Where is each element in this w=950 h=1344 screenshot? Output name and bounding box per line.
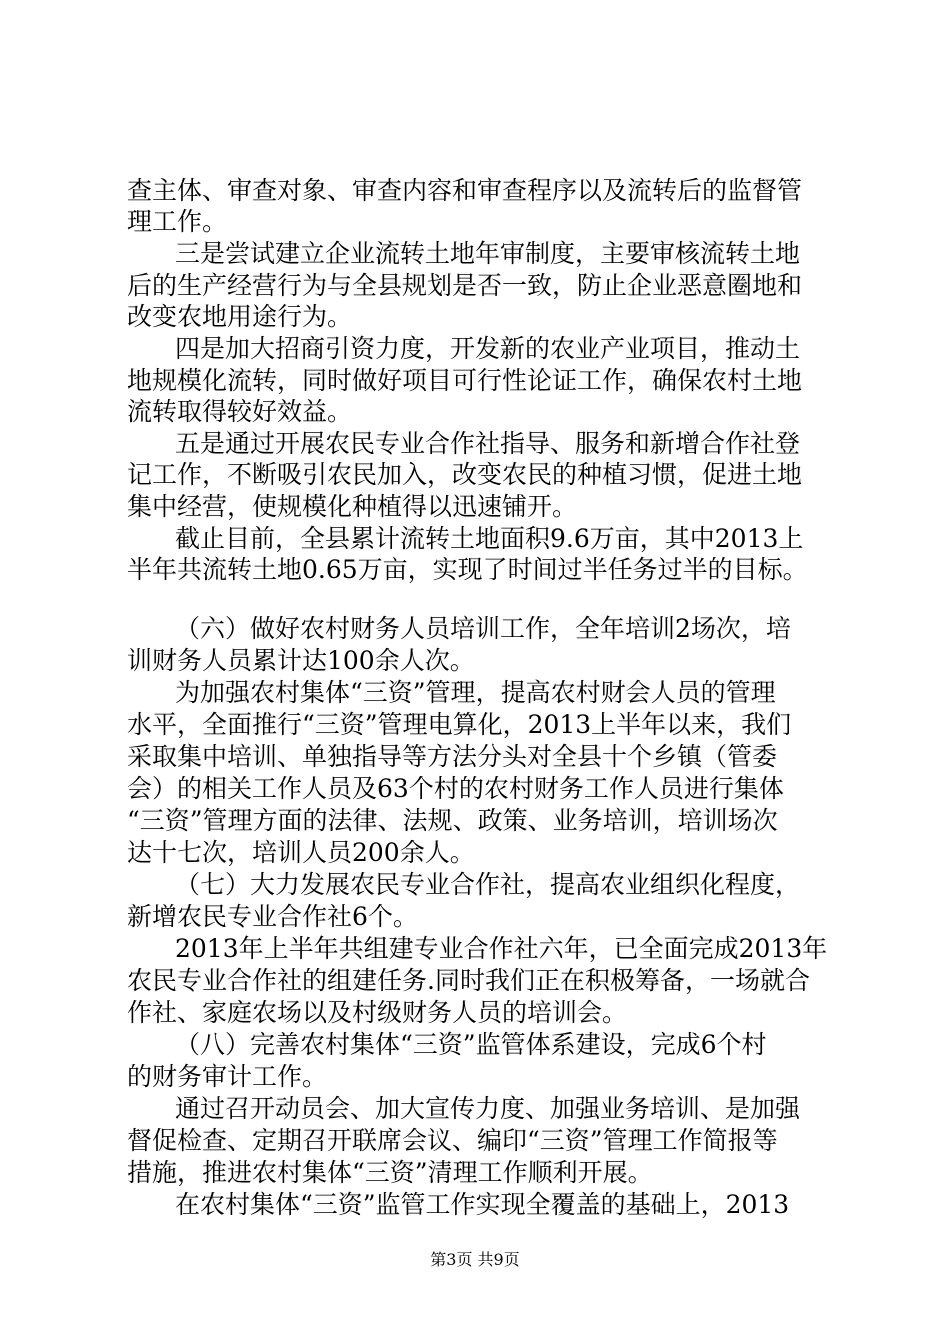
text-line: 训财务人员累计达100余人次。: [127, 646, 475, 675]
text-line: 水平，全面推行“三资”管理电算化，2013上半年以来，我们: [127, 710, 792, 739]
text-line: 措施，推进农村集体“三资”清理工作顺利开展。: [127, 1158, 653, 1187]
text-line: 农民专业合作社的组建任务.同时我们正在积极筹备，一场就合: [127, 966, 810, 995]
text-line: 四是加大招商引资力度，开发新的农业产业项目，推动土: [175, 334, 801, 363]
text-line: 半年共流转土地0.65万亩，实现了时间过半任务过半的目标。: [127, 555, 808, 584]
text-line: 在农村集体“三资”监管工作实现全覆盖的基础上，2013: [175, 1190, 790, 1219]
text-line: （八）完善农村集体“三资”监管体系建设，完成6个村: [175, 1030, 767, 1059]
text-line: 理工作。: [127, 207, 228, 236]
text-line: 为加强农村集体“三资”管理，提高农村财会人员的管理: [175, 678, 776, 707]
text-line: 督促检查、定期召开联席会议、编印“三资”管理工作简报等: [127, 1126, 778, 1155]
text-line: “三资”管理方面的法律、法规、政策、业务培训，培训场次: [127, 806, 778, 835]
text-line: 改变农地用途行为。: [127, 302, 353, 331]
text-line: 后的生产经营行为与全县规划是否一致，防止企业恶意圈地和: [127, 271, 803, 300]
text-line: （六）做好农村财务人员培训工作，全年培训2场次，培: [175, 614, 791, 643]
text-line: 2013年上半年共组建专业合作社六年，已全面完成2013年: [175, 934, 828, 963]
text-line: 流转取得较好效益。: [127, 397, 353, 426]
text-line: 通过召开动员会、加大宣传力度、加强业务培训、是加强: [175, 1094, 801, 1123]
text-line: 三是尝试建立企业流转土地年审制度，主要审核流转土地: [175, 239, 801, 268]
text-line: 达十七次，培训人员200余人。: [127, 838, 475, 867]
text-line: 采取集中培训、单独指导等方法分头对全县十个乡镇（管委: [127, 742, 778, 771]
page-number-footer: 第3页 共9页: [430, 1250, 520, 1269]
text-line: 集中经营，使规模化种植得以迅速铺开。: [127, 492, 578, 521]
text-line: 查主体、审查对象、审查内容和审查程序以及流转后的监督管: [127, 176, 803, 205]
text-line: 五是通过开展农民专业合作社指导、服务和新增合作社登: [175, 429, 801, 458]
text-line: 地规模化流转，同时做好项目可行性论证工作，确保农村土地: [127, 366, 803, 395]
text-line: 会）的相关工作人员及63个村的农村财务工作人员进行集体: [127, 774, 784, 803]
text-line: 新增农民专业合作社6个。: [127, 902, 418, 931]
text-line: 记工作，不断吸引农民加入，改变农民的种植习惯，促进土地: [127, 460, 803, 489]
text-line: 截止目前，全县累计流转土地面积9.6万亩，其中2013上: [175, 524, 804, 553]
text-line: （七）大力发展农民专业合作社，提高农业组织化程度，: [175, 870, 801, 899]
text-line: 作社、家庭农场以及村级财务人员的培训会。: [127, 998, 628, 1027]
text-line: 的财务审计工作。: [127, 1062, 328, 1091]
